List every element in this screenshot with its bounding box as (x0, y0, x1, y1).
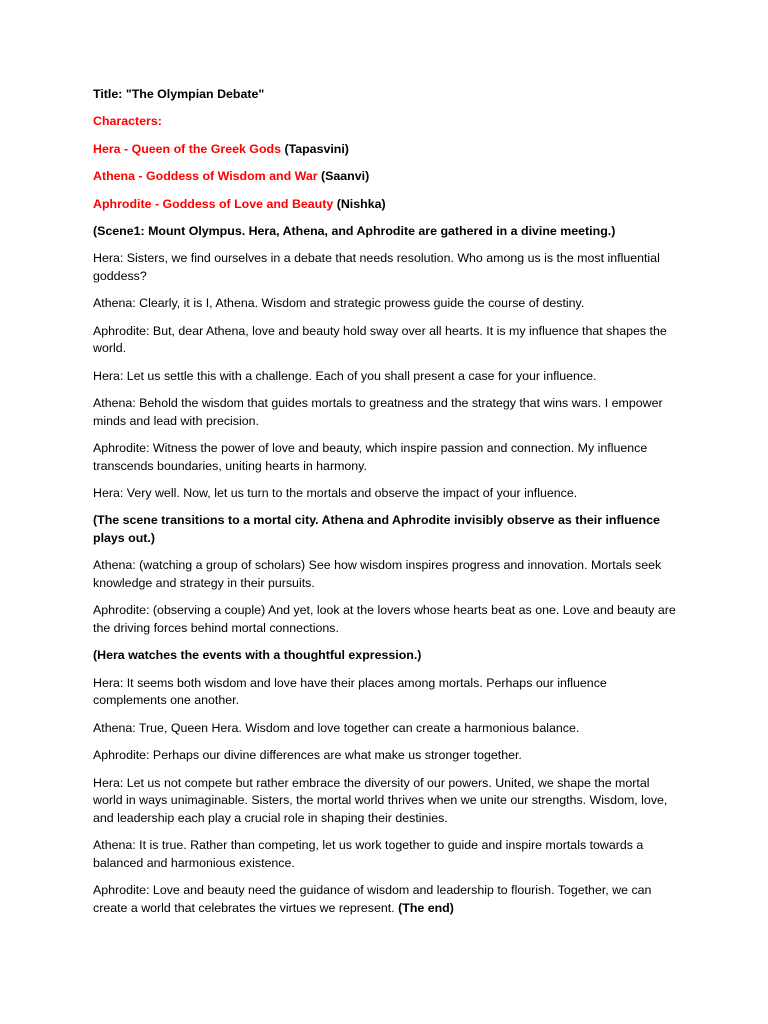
characters-heading: Characters: (93, 114, 162, 129)
dialogue-line: Hera: Sisters, we find ourselves in a debate that needs resolution. Who among us is the most influential goddess? (93, 251, 660, 283)
dialogue-line: Hera: Let us settle this with a challenge. Each of you shall present a case for your influence. (93, 368, 597, 383)
dialogue-line: Athena: Clearly, it is I, Athena. Wisdom and strategic prowess guide the course of destiny. (93, 296, 585, 311)
character-hera (93, 141, 678, 159)
dialogue-line: Hera: It seems both wisdom and love have their places among mortals. Perhaps our influence complements one another. (93, 675, 607, 708)
character-role: Athena - Goddess of Wisdom and War (93, 169, 318, 184)
character-actor: (Tapasvini) (284, 141, 349, 156)
stage-direction: (Hera watches the events with a thoughtful expression.) (93, 648, 422, 663)
dialogue-line: Athena: It is true. Rather than competing, let us work together to guide and inspire mortals towards a balanced and harmonious existence. (93, 838, 644, 870)
dialogue-line: Hera: Let us not compete but rather embrace the diversity of our powers. United, we shape the mortal world in ways unimaginable. Sisters, the mortal world thrives when we unite our strengths. Wisdom, love, and leadership each play a crucial role in shaping their destinies. (93, 775, 668, 825)
character-role: Aphrodite - Goddess of Love and Beauty (93, 196, 334, 211)
dialogue-line: Hera: Very well. Now, let us turn to the mortals and observe the impact of your influence. (93, 486, 578, 501)
stage-direction: (The scene transitions to a mortal city. Athena and Aphrodite invisibly observe as their influence plays out.) (93, 513, 660, 546)
stage-direction: (Scene1: Mount Olympus. Hera, Athena, and Aphrodite are gathered in a divine meeting.) (93, 223, 616, 238)
dialogue-line: Athena: (watching a group of scholars) See how wisdom inspires progress and innovation. Mortals seek knowledge and strategy in their pursuits. (93, 558, 662, 591)
dialogue-line: Athena: True, Queen Hera. Wisdom and love together can create a harmonious balance. (93, 720, 580, 735)
dialogue-line: Aphrodite: (observing a couple) And yet, look at the lovers whose hearts beat as one. Love and beauty are the driving forces behind mortal connections. (93, 603, 676, 636)
document-title: Title: "The Olympian Debate" (93, 87, 265, 101)
character-actor: (Saanvi) (321, 169, 370, 184)
character-athena (93, 168, 678, 186)
dialogue-text: Aphrodite: Love and beauty need the guidance of wisdom and leadership to flourish. Together, we can create a world that celebrates the virtues we represent. (93, 883, 652, 915)
dialogue-line: Aphrodite: Perhaps our divine differences are what make us stronger together. (93, 748, 522, 763)
character-actor: (Nishka) (336, 196, 386, 211)
the-end-marker: (The end) (398, 900, 454, 915)
dialogue-line: Aphrodite: Witness the power of love and beauty, which inspire passion and connection. My influence transcends boundaries, uniting hearts in harmony. (93, 441, 648, 473)
dialogue-line: Athena: Behold the wisdom that guides mortals to greatness and the strategy that wins wars. I empower minds and lead with precision. (93, 396, 663, 428)
character-aphrodite (93, 196, 678, 214)
character-role: Hera - Queen of the Greek Gods (93, 141, 281, 156)
dialogue-line: Aphrodite: But, dear Athena, love and beauty hold sway over all hearts. It is my influence that shapes the world. (93, 323, 667, 356)
final-dialogue-line (93, 882, 678, 917)
